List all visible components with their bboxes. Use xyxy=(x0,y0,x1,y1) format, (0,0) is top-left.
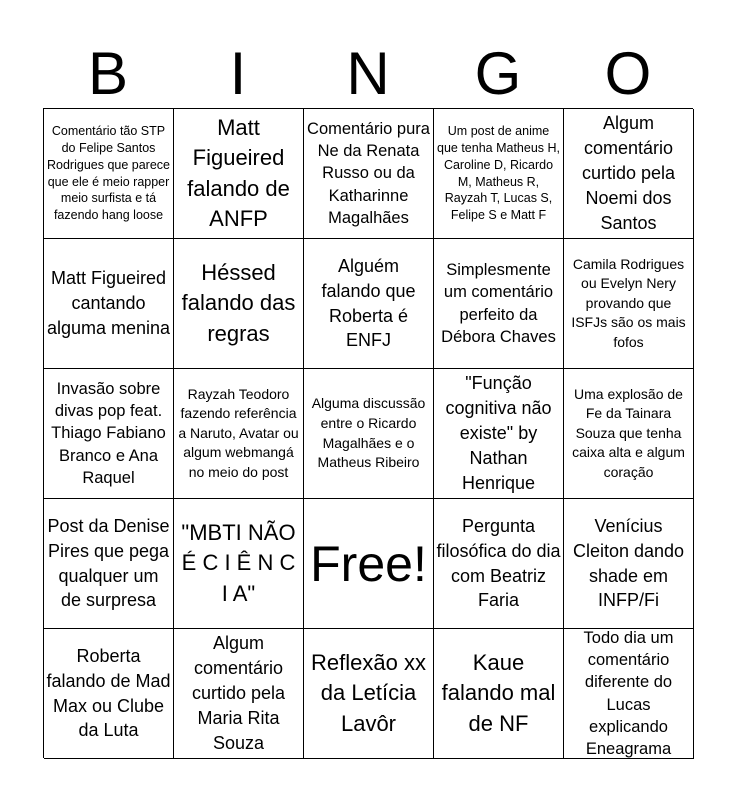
cell-text: Roberta falando de Mad Max ou Clube da Luta xyxy=(46,645,171,741)
cell-text: Comentário pura Ne da Renata Russo ou da Katharinne Magalhães xyxy=(307,119,430,227)
bingo-cell[interactable] xyxy=(434,499,564,629)
cell-text: Uma explosão de Fe da Tainara Souza que tenha caixa alta e algum coração xyxy=(572,385,685,480)
bingo-cell[interactable] xyxy=(564,499,694,629)
bingo-cell[interactable] xyxy=(564,109,694,239)
cell-text: Matt Figueired falando de ANFP xyxy=(187,114,290,231)
cell-text: Simplesmente um comentário perfeito da Débora Chaves xyxy=(441,260,556,346)
bingo-cell[interactable] xyxy=(44,499,174,629)
bingo-cell[interactable] xyxy=(304,109,434,239)
cell-text: Post da Denise Pires que pega qualquer um de surpresa xyxy=(47,515,170,611)
bingo-cell[interactable] xyxy=(44,239,174,369)
cell-text: Todo dia um comentário diferente do Lucas explicando Eneagrama xyxy=(583,629,674,759)
cell-text: Free! xyxy=(310,535,427,592)
bingo-cell[interactable] xyxy=(434,629,564,759)
cell-text: "Função cognitiva não existe" by Nathan Henrique xyxy=(445,373,552,493)
cell-text: Algum comentário curtido pela Maria Rita Souza xyxy=(191,633,286,753)
cell-text: Héssed falando das regras xyxy=(181,259,296,346)
bingo-cell[interactable] xyxy=(304,239,434,369)
header-letter-g: G xyxy=(474,40,522,107)
bingo-cell[interactable] xyxy=(174,369,304,499)
bingo-cell[interactable] xyxy=(304,369,434,499)
header-letter-n: N xyxy=(346,40,390,107)
bingo-cell[interactable] xyxy=(304,629,434,759)
bingo-cell[interactable] xyxy=(434,109,564,239)
bingo-cell[interactable] xyxy=(564,629,694,759)
cell-text: Comentário tão STP do Felipe Santos Rodrigues que parece que ele é meio rapper meio surfista e tá fazendo hang loose xyxy=(47,123,170,223)
header-letter-b: B xyxy=(87,40,129,107)
bingo-cell[interactable] xyxy=(44,109,174,239)
cell-text: Venícius Cleiton dando shade em INFP/Fi xyxy=(572,515,685,611)
bingo-cell[interactable] xyxy=(174,239,304,369)
bingo-cell[interactable] xyxy=(174,109,304,239)
cell-text: Invasão sobre divas pop feat. Thiago Fabiano Branco e Ana Raquel xyxy=(51,379,166,487)
bingo-cell[interactable] xyxy=(44,629,174,759)
cell-text: Kaue falando mal de NF xyxy=(441,649,556,736)
cell-text: Algum comentário curtido pela Noemi dos Santos xyxy=(581,113,676,233)
cell-text: Rayzah Teodoro fazendo referência a Naruto, Avatar ou algum webmangá no meio do post xyxy=(178,385,299,480)
cell-text: Um post de anime que tenha Matheus H, Caroline D, Ricardo M, Matheus R, Rayzah T, Lucas S, Felipe S e Matt F xyxy=(437,123,560,223)
cell-text: Camila Rodrigues ou Evelyn Nery provando que ISFJs são os mais fofos xyxy=(571,255,686,350)
header-letter-o: O xyxy=(604,40,652,107)
cell-text: "MBTI NÃO É C I Ê N C I A" xyxy=(181,519,296,606)
bingo-cell[interactable] xyxy=(44,369,174,499)
cell-text: Pergunta filosófica do dia com Beatriz Faria xyxy=(436,515,561,611)
cell-text: Reflexão xx da Letícia Lavôr xyxy=(311,649,426,736)
bingo-cell[interactable] xyxy=(564,369,694,499)
bingo-cell[interactable] xyxy=(174,629,304,759)
free-space-cell[interactable] xyxy=(304,499,434,629)
header-letter-i: I xyxy=(229,40,247,107)
cell-text: Matt Figueired cantando alguma menina xyxy=(46,268,171,338)
cell-text: Alguma discussão entre o Ricardo Magalhães e o Matheus Ribeiro xyxy=(311,395,426,471)
bingo-cell[interactable] xyxy=(564,239,694,369)
bingo-cell[interactable] xyxy=(174,499,304,629)
bingo-cell[interactable] xyxy=(434,369,564,499)
bingo-cell[interactable] xyxy=(434,239,564,369)
bingo-header xyxy=(43,40,693,108)
cell-text: Alguém falando que Roberta é ENFJ xyxy=(321,255,416,351)
bingo-board xyxy=(43,108,693,758)
